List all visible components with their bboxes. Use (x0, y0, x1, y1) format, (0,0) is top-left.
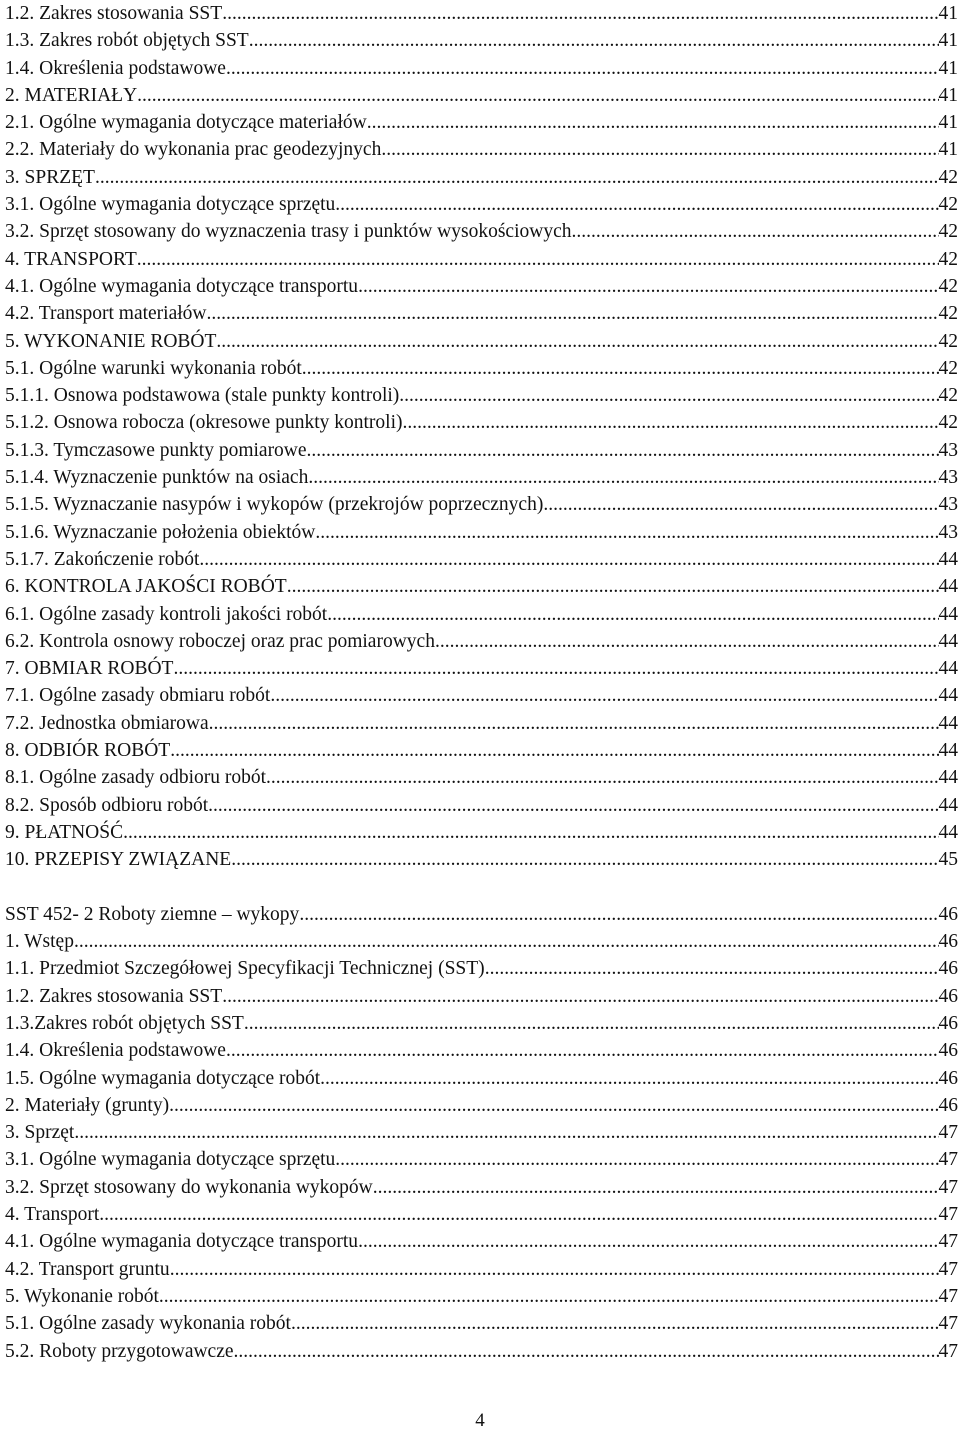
toc-entry-page: 41 (938, 84, 958, 106)
toc-entry-label: 5.2. Roboty przygotowawcze (5, 1340, 234, 1362)
toc-entry-page: 42 (938, 303, 958, 325)
toc-entry-page: 46 (938, 1067, 958, 1089)
toc-dot-leader (226, 1037, 939, 1064)
toc-entry[interactable] (5, 573, 958, 600)
toc-entry-page: 41 (938, 30, 958, 52)
toc-dot-leader (266, 764, 938, 791)
toc-entry-label: 2.1. Ogólne wymagania dotyczące materiałów (5, 112, 367, 134)
toc-dot-leader (234, 1338, 939, 1365)
toc-entry[interactable] (5, 246, 958, 273)
toc-entry-page: 41 (938, 3, 958, 24)
toc-entry-page: 45 (938, 849, 958, 871)
toc-entry-page: 47 (938, 1122, 958, 1144)
toc-entry-label: 1.4. Określenia podstawowe (5, 1040, 226, 1062)
toc-entry[interactable] (5, 300, 958, 327)
toc-entry-label: 4.2. Transport materiałów (5, 303, 207, 325)
document-page (5, 0, 958, 1365)
toc-entry[interactable] (5, 519, 958, 546)
toc-entry[interactable] (5, 983, 958, 1010)
toc-entry-page: 42 (938, 166, 958, 188)
toc-dot-leader (199, 546, 938, 573)
toc-entry[interactable] (5, 1065, 958, 1092)
toc-entry-page: 44 (938, 712, 958, 734)
toc-entry-label: 8. ODBIÓR ROBÓT (5, 740, 171, 762)
toc-entry[interactable] (5, 355, 958, 382)
toc-entry-page: 41 (938, 57, 958, 79)
toc-entry[interactable] (5, 764, 958, 791)
toc-entry[interactable] (5, 1228, 958, 1255)
toc-dot-leader (206, 300, 938, 327)
toc-entry-label: 6.1. Ogólne zasady kontroli jakości robót (5, 603, 328, 625)
toc-dot-leader (216, 328, 938, 355)
toc-dot-leader (222, 983, 938, 1010)
toc-dot-leader (381, 136, 938, 163)
toc-entry[interactable] (5, 55, 958, 82)
toc-entry-page: 47 (938, 1313, 958, 1335)
toc-entry[interactable] (5, 1310, 958, 1337)
toc-dot-leader (170, 737, 938, 764)
toc-entry-label: 4.1. Ogólne wymagania dotyczące transportu (5, 275, 359, 297)
section-spacer (5, 874, 958, 901)
toc-entry-label: 4. TRANSPORT (5, 248, 137, 270)
toc-entry-label: 2. Materiały (grunty) (5, 1094, 170, 1116)
toc-entry[interactable] (5, 846, 958, 873)
page-number: 4 (475, 1410, 485, 1431)
toc-dot-leader (358, 273, 938, 300)
toc-dot-leader (173, 655, 938, 682)
toc-dot-leader (315, 519, 938, 546)
toc-entry[interactable] (5, 491, 958, 518)
toc-entry-label: 10. PRZEPISY ZWIĄZANE (5, 849, 232, 871)
toc-dot-leader (170, 1256, 939, 1283)
toc-entry-page: 42 (938, 194, 958, 216)
toc-entry-label: 2.2. Materiały do wykonania prac geodezyjnych (5, 139, 382, 161)
toc-entry-label: 2. MATERIAŁY (5, 84, 138, 106)
toc-entry-label: 5. WYKONANIE ROBÓT (5, 330, 217, 352)
toc-entry[interactable] (5, 1119, 958, 1146)
toc-entry-page: 44 (938, 548, 958, 570)
toc-entry-page: 44 (938, 630, 958, 652)
toc-dot-leader (249, 27, 939, 54)
toc-dot-leader (95, 164, 939, 191)
toc-dot-leader (307, 437, 939, 464)
toc-dot-leader (367, 109, 939, 136)
toc-entry[interactable] (5, 273, 958, 300)
toc-dot-leader (308, 464, 938, 491)
toc-entry-label: 9. PŁATNOŚĆ (5, 821, 124, 843)
toc-entry[interactable] (5, 82, 958, 109)
toc-entry[interactable] (5, 901, 958, 928)
toc-entry-page: 44 (938, 658, 958, 680)
toc-entry[interactable] (5, 1146, 958, 1173)
toc-dot-leader (123, 819, 938, 846)
toc-entry-page: 44 (938, 767, 958, 789)
toc-entry-label: 1.5. Ogólne wymagania dotyczące robót (5, 1067, 321, 1089)
toc-dot-leader (373, 1174, 939, 1201)
toc-dot-leader (137, 82, 938, 109)
toc-entry[interactable] (5, 1338, 958, 1365)
toc-dot-leader (99, 1201, 938, 1228)
toc-dot-leader (485, 955, 939, 982)
toc-entry-label: 1.1. Przedmiot Szczegółowej Specyfikacji Technicznej (SST) (5, 958, 485, 980)
toc-entry-page: 46 (938, 931, 958, 953)
toc-entry-label: 6.2. Kontrola osnowy roboczej oraz prac pomiarowych (5, 630, 435, 652)
toc-dot-leader (335, 1146, 938, 1173)
toc-entry-label: 4.1. Ogólne wymagania dotyczące transportu (5, 1231, 359, 1253)
toc-entry-page: 42 (938, 330, 958, 352)
toc-entry-page: 46 (938, 958, 958, 980)
toc-entry[interactable] (5, 1256, 958, 1283)
toc-dot-leader (302, 355, 939, 382)
toc-entry[interactable] (5, 0, 958, 27)
toc-entry-label: 4. Transport (5, 1204, 100, 1226)
toc-entry-label: 5.1. Ogólne warunki wykonania robót (5, 357, 302, 379)
toc-entry-page: 47 (938, 1258, 958, 1280)
toc-entry-label: SST 452- 2 Roboty ziemne – wykopy (5, 903, 300, 925)
toc-entry[interactable] (5, 928, 958, 955)
toc-entry-label: 5.1.3. Tymczasowe punkty pomiarowe (5, 439, 307, 461)
toc-entry-label: 8.1. Ogólne zasady odbioru robót (5, 767, 267, 789)
toc-dot-leader (74, 928, 939, 955)
toc-dot-leader (270, 682, 938, 709)
toc-dot-leader (299, 901, 938, 928)
toc-section-2 (5, 901, 958, 1365)
toc-entry-page: 46 (938, 1040, 958, 1062)
toc-entry[interactable] (5, 792, 958, 819)
toc-entry[interactable] (5, 136, 958, 163)
toc-entry-label: 5.1.1. Osnowa podstawowa (stale punkty kontroli) (5, 385, 400, 407)
toc-entry-page: 44 (938, 603, 958, 625)
toc-entry-label: 1.4. Określenia podstawowe (5, 57, 226, 79)
toc-entry-page: 46 (938, 903, 958, 925)
toc-dot-leader (287, 573, 939, 600)
toc-entry-label: 3. Sprzęt (5, 1122, 75, 1144)
toc-entry-page: 46 (938, 1012, 958, 1034)
toc-dot-leader (159, 1283, 939, 1310)
toc-entry[interactable] (5, 655, 958, 682)
toc-entry-label: 7.1. Ogólne zasady obmiaru robót (5, 685, 271, 707)
toc-entry-label: 3.1. Ogólne wymagania dotyczące sprzętu (5, 194, 336, 216)
toc-entry-label: 3. SPRZĘT (5, 166, 95, 188)
toc-entry[interactable] (5, 437, 958, 464)
toc-entry-page: 47 (938, 1149, 958, 1171)
toc-dot-leader (244, 1010, 939, 1037)
toc-dot-leader (209, 710, 939, 737)
toc-dot-leader (435, 628, 939, 655)
toc-dot-leader (169, 1092, 938, 1119)
toc-entry-page: 46 (938, 1094, 958, 1116)
toc-entry-label: 5.1.6. Wyznaczanie położenia obiektów (5, 521, 316, 543)
toc-entry-label: 5.1.4. Wyznaczenie punktów na osiach (5, 467, 309, 489)
toc-dot-leader (543, 491, 938, 518)
toc-entry[interactable] (5, 218, 958, 245)
toc-entry-label: 8.2. Sposób odbioru robót (5, 794, 209, 816)
toc-entry[interactable] (5, 1010, 958, 1037)
toc-entry-label: 3.2. Sprzęt stosowany do wyznaczenia trasy i punktów wysokościowych (5, 221, 572, 243)
toc-entry-page: 44 (938, 740, 958, 762)
toc-entry-label: 7. OBMIAR ROBÓT (5, 658, 174, 680)
toc-entry-label: 5.1.5. Wyznaczanie nasypów i wykopów (przekrojów poprzecznych) (5, 494, 544, 516)
toc-entry-page: 44 (938, 794, 958, 816)
toc-entry-page: 42 (938, 275, 958, 297)
toc-entry-page: 47 (938, 1176, 958, 1198)
toc-entry[interactable] (5, 819, 958, 846)
toc-entry[interactable] (5, 328, 958, 355)
toc-dot-leader (208, 792, 938, 819)
toc-entry[interactable] (5, 109, 958, 136)
toc-entry-label: 5.1.7. Zakończenie robót (5, 548, 200, 570)
toc-entry-label: 5. Wykonanie robót (5, 1285, 159, 1307)
toc-entry[interactable] (5, 191, 958, 218)
toc-dot-leader (74, 1119, 938, 1146)
toc-entry-label: 1.3. Zakres robót objętych SST (5, 30, 249, 52)
toc-entry[interactable] (5, 628, 958, 655)
toc-dot-leader (335, 191, 938, 218)
toc-entry-page: 42 (938, 221, 958, 243)
toc-dot-leader (137, 246, 939, 273)
toc-entry-page: 46 (938, 985, 958, 1007)
toc-entry[interactable] (5, 27, 958, 54)
toc-entry-page: 44 (938, 685, 958, 707)
toc-dot-leader (320, 1065, 938, 1092)
toc-entry-label: 5.1.2. Osnowa robocza (okresowe punkty kontroli) (5, 412, 403, 434)
toc-entry[interactable] (5, 955, 958, 982)
toc-entry-page: 42 (938, 248, 958, 270)
toc-entry[interactable] (5, 409, 958, 436)
toc-entry-label: 6. KONTROLA JAKOŚCI ROBÓT (5, 576, 287, 598)
toc-entry-page: 47 (938, 1231, 958, 1253)
toc-dot-leader (403, 409, 939, 436)
toc-entry[interactable] (5, 1201, 958, 1228)
toc-entry-page: 43 (938, 494, 958, 516)
toc-dot-leader (327, 601, 938, 628)
toc-entry[interactable] (5, 382, 958, 409)
toc-entry[interactable] (5, 682, 958, 709)
toc-dot-leader (399, 382, 938, 409)
toc-dot-leader (226, 55, 939, 82)
toc-section-1 (5, 0, 958, 874)
toc-entry-page: 47 (938, 1340, 958, 1362)
toc-entry-page: 44 (938, 576, 958, 598)
toc-entry-page: 44 (938, 821, 958, 843)
toc-entry-label: 1. Wstęp (5, 931, 74, 953)
toc-entry[interactable] (5, 737, 958, 764)
toc-entry-page: 42 (938, 412, 958, 434)
toc-entry-page: 42 (938, 385, 958, 407)
toc-entry-label: 3.2. Sprzęt stosowany do wykonania wykopów (5, 1176, 373, 1198)
toc-entry-page: 41 (938, 112, 958, 134)
toc-dot-leader (222, 0, 938, 27)
toc-entry[interactable] (5, 546, 958, 573)
toc-entry-page: 47 (938, 1285, 958, 1307)
toc-dot-leader (358, 1228, 938, 1255)
toc-dot-leader (571, 218, 938, 245)
toc-entry-label: 1.2. Zakres stosowania SST (5, 3, 223, 24)
toc-entry-page: 47 (938, 1204, 958, 1226)
toc-entry-page: 43 (938, 439, 958, 461)
toc-entry-page: 43 (938, 521, 958, 543)
toc-entry-label: 3.1. Ogólne wymagania dotyczące sprzętu (5, 1149, 336, 1171)
toc-entry[interactable] (5, 1092, 958, 1119)
toc-entry-label: 4.2. Transport gruntu (5, 1258, 170, 1280)
toc-entry-page: 41 (938, 139, 958, 161)
toc-entry[interactable] (5, 464, 958, 491)
toc-entry-label: 5.1. Ogólne zasady wykonania robót (5, 1313, 291, 1335)
toc-entry[interactable] (5, 601, 958, 628)
toc-entry-label: 1.2. Zakres stosowania SST (5, 985, 223, 1007)
toc-entry[interactable] (5, 710, 958, 737)
toc-dot-leader (291, 1310, 939, 1337)
toc-entry-label: 7.2. Jednostka obmiarowa (5, 712, 209, 734)
toc-entry-page: 42 (938, 357, 958, 379)
toc-entry-page: 43 (938, 467, 958, 489)
toc-entry[interactable] (5, 1037, 958, 1064)
toc-dot-leader (231, 846, 938, 873)
toc-entry-label: 1.3.Zakres robót objętych SST (5, 1012, 244, 1034)
toc-entry[interactable] (5, 1174, 958, 1201)
toc-entry[interactable] (5, 1283, 958, 1310)
toc-entry[interactable] (5, 164, 958, 191)
